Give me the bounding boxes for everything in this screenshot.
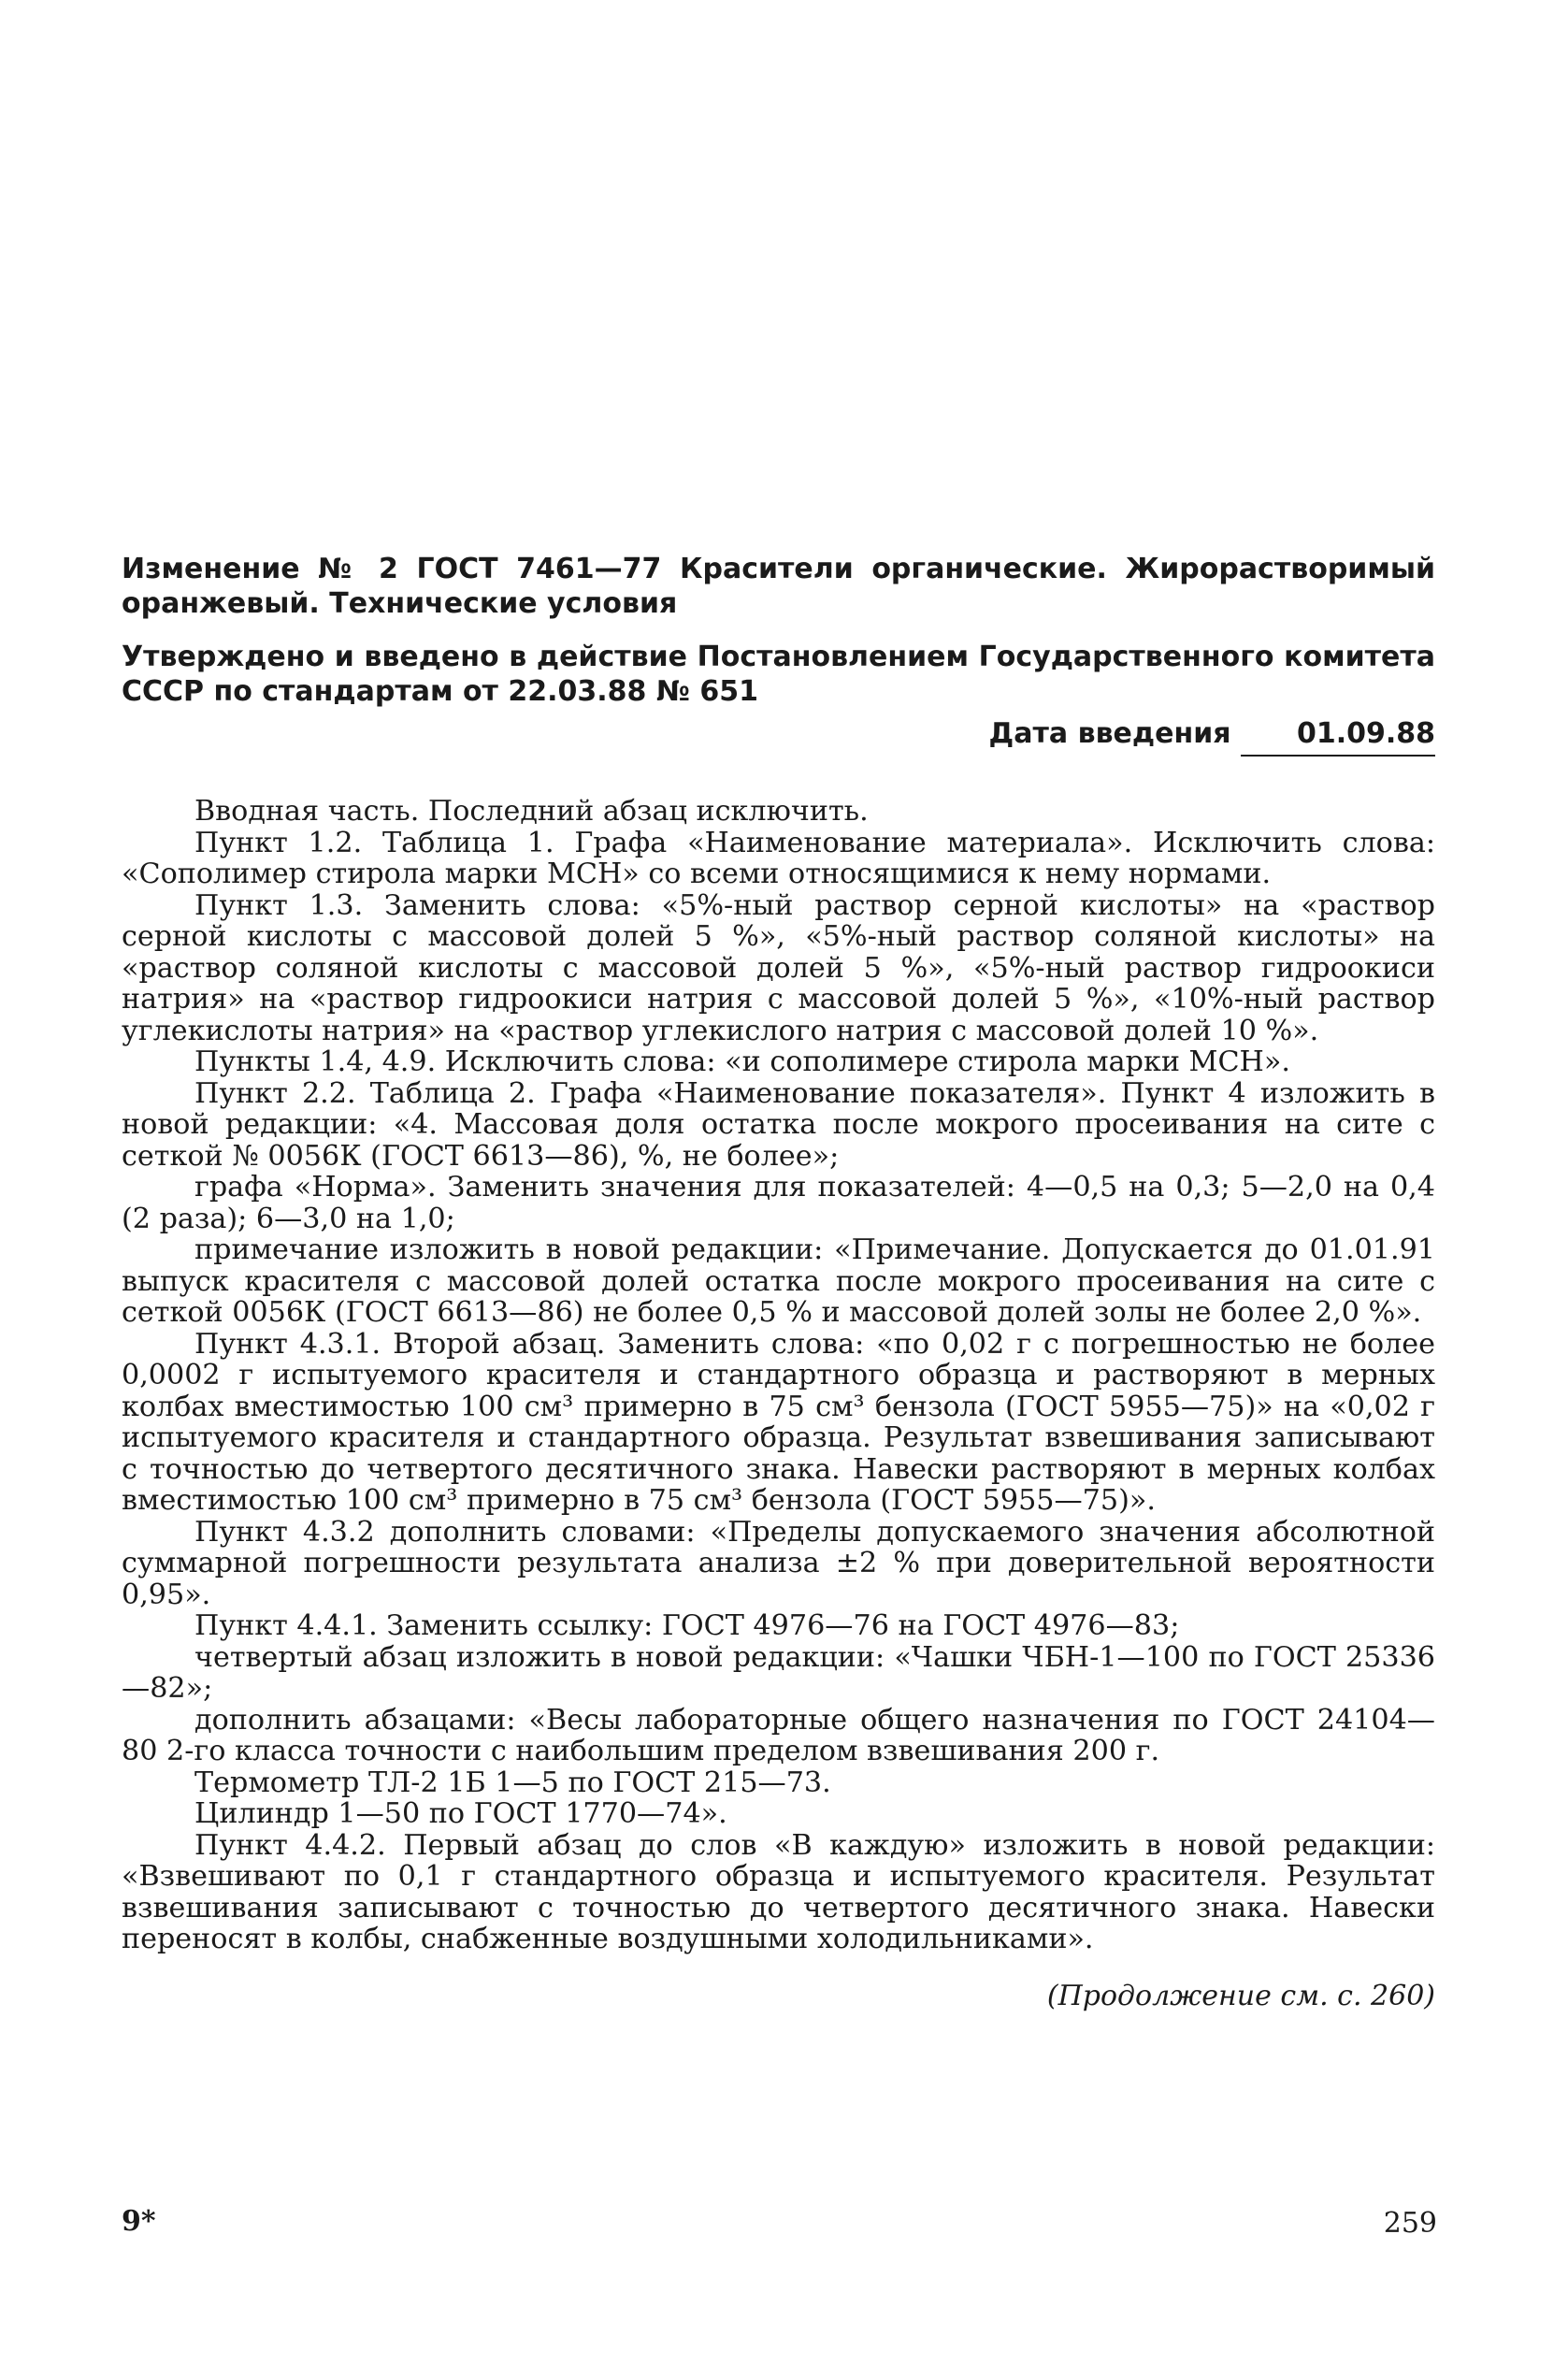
continuation-note: (Продолжение см. с. 260) — [1046, 1979, 1435, 2012]
paragraph: Пункт 1.3. Заменить слова: «5%-ный раствор серной кислоты» на «раствор серной кислоты с массовой долей 5 %», «5%-ный раствор соляной кислоты» на «раствор соляной кислоты с массовой долей 5 %», «5%-ный раствор гидроокиси натрия» на «раствор гидроокиси натрия с массовой долей 5 %», «10%-ный раствор углекислоты натрия» на «раствор углекислого натрия с массовой долей 10 %». — [122, 888, 1435, 1047]
paragraph: примечание изложить в новой редакции: «Примечание. Допускается до 01.01.91 выпуск красителя с массовой долей остатка после мокрого просеивания на сите с сеткой 0056К (ГОСТ 6613—86) не более 0,5 % и массовой долей золы не более 2,0 %». — [122, 1233, 1435, 1329]
paragraph: Вводная часть. Последний абзац исключить. — [194, 795, 869, 828]
effective-date-value: 01.09.88 — [1241, 716, 1435, 757]
paragraph: четвертый абзац изложить в новой редакции: «Чашки ЧБН-1—100 по ГОСТ 25336—82»; — [122, 1640, 1435, 1705]
effective-date — [122, 716, 1435, 757]
paragraph: графа «Норма». Заменить значения для показателей: 4—0,5 на 0,3; 5—2,0 на 0,4 (2 раза); 6—3,0 на 1,0; — [122, 1171, 1435, 1235]
paragraph: Пункт 1.2. Таблица 1. Графа «Наименование материала». Исключить слова: «Сополимер стирола марки МСН» со всеми относящимися к нему нормами. — [122, 826, 1435, 890]
paragraph: Пункты 1.4, 4.9. Исключить слова: «и сополимере стирола марки МСН». — [194, 1045, 1290, 1078]
paragraph: Пункт 4.3.2 дополнить словами: «Пределы допускаемого значения абсолютной суммарной погрешности результата анализа ±2 % при доверительной вероятности 0,95». — [122, 1515, 1435, 1611]
amendment-title: Изменение № 2 ГОСТ 7461—77 Красители органические. Жирорастворимый оранжевый. Технические условия — [122, 553, 1435, 620]
paragraph: Пункт 2.2. Таблица 2. Графа «Наименование показателя». Пункт 4 изложить в новой редакции: «4. Массовая доля остатка после мокрого просеивания на сите с сеткой № 0056К (ГОСТ 6613—86), %, не более»; — [122, 1076, 1435, 1173]
amendment-body — [122, 796, 1435, 1955]
document-page — [122, 552, 1435, 2013]
effective-date-label: Дата введения — [988, 717, 1231, 750]
page-number: 259 — [1383, 2207, 1437, 2240]
signature-mark: 9* — [122, 2205, 156, 2238]
approval-statement: Утверждено и введено в действие Постановлением Государственного комитета СССР по стандартам от 22.03.88 № 651 — [122, 641, 1435, 708]
paragraph: дополнить абзацами: «Весы лабораторные общего назначения по ГОСТ 24104—80 2-го класса точности с наибольшим пределом взвешивания 200 г. — [122, 1703, 1435, 1767]
paragraph: Цилиндр 1—50 по ГОСТ 1770—74». — [194, 1797, 727, 1830]
paragraph: Пункт 4.4.1. Заменить ссылку: ГОСТ 4976—76 на ГОСТ 4976—83; — [194, 1609, 1180, 1642]
paragraph: Пункт 4.3.1. Второй абзац. Заменить слова: «по 0,02 г с погрешностью не более 0,0002 г испытуемого красителя и стандартного образца и растворяют в мерных колбах вместимостью 100 см³ примерно в 75 см³ бензола (ГОСТ 5955—75)» на «0,02 г испытуемого красителя и стандартного образца. Результат взвешивания записывают с точностью до четвертого десятичного знака. Навески растворяют в мерных колбах вместимостью 100 см³ примерно в 75 см³ бензола (ГОСТ 5955—75)». — [122, 1327, 1435, 1517]
paragraph: Термометр ТЛ-2 1Б 1—5 по ГОСТ 215—73. — [194, 1766, 831, 1799]
paragraph: Пункт 4.4.2. Первый абзац до слов «В каждую» изложить в новой редакции: «Взвешивают по 0,1 г стандартного образца и испытуемого красителя. Результат взвешивания записывают с точностью до четвертого десятичного знака. Навески переносят в колбы, снабженные воздушными холодильниками». — [122, 1828, 1435, 1955]
